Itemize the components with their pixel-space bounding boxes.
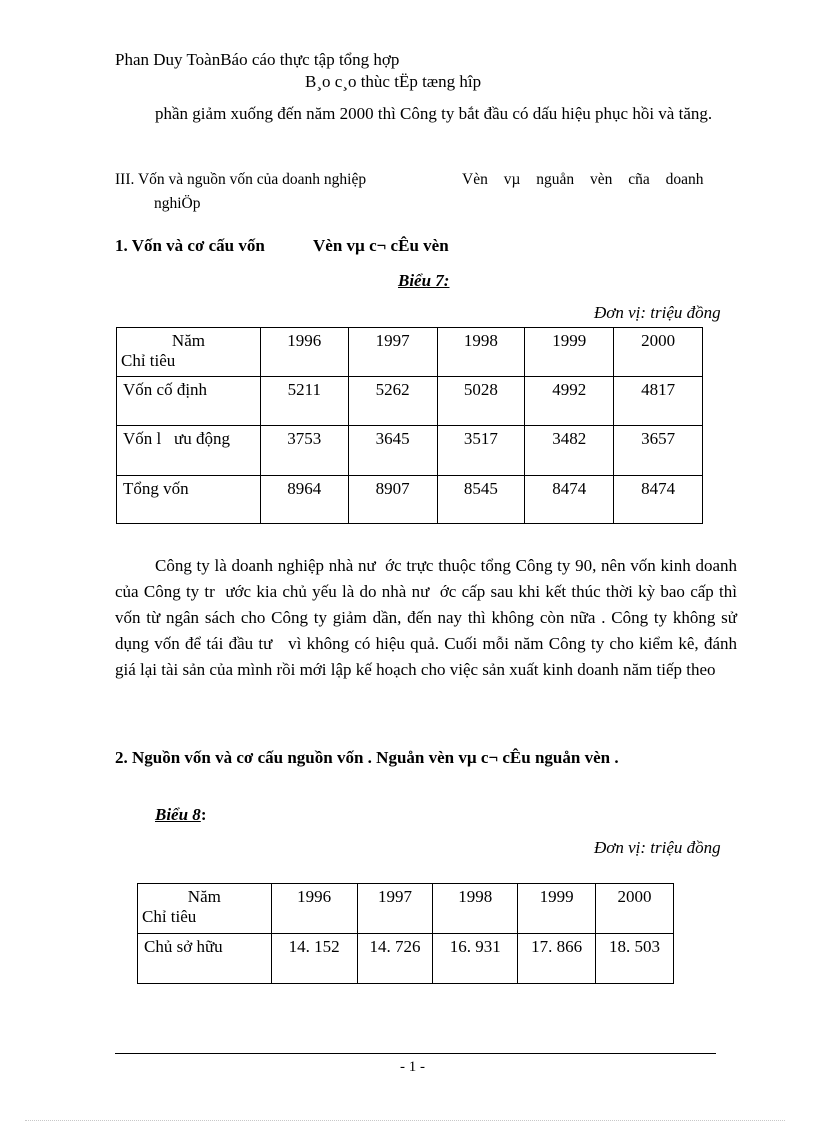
table-cell: 14. 726 (357, 934, 433, 984)
section-3-title: III. Vốn và nguồn vốn của doanh nghiệp (115, 171, 367, 188)
footer-divider (115, 1053, 716, 1054)
table-7-year: 1996 (260, 328, 348, 377)
section-1-title-legacy: Vèn vµ c¬ cÊu vèn (313, 236, 449, 255)
table-8-title-colon: : (200, 805, 207, 824)
table-cell: 3645 (348, 426, 437, 476)
table-7-year: 1998 (437, 328, 525, 377)
table-8 (137, 883, 674, 984)
table-header-year-label: Năm (171, 331, 205, 350)
table-cell: 3753 (260, 426, 348, 476)
header-author-title: Phan Duy ToànBáo cáo thực tập tổng hợp (115, 50, 400, 69)
table-8-header-cell (138, 884, 272, 934)
table-cell: 8964 (260, 476, 348, 524)
table-8-year: 1996 (271, 884, 357, 934)
section-2-title: 2. Nguồn vốn và cơ cấu nguồn vốn . Nguån vèn vµ c¬ cÊu nguån vèn . (115, 748, 619, 767)
table-7-title: Biểu 7: (398, 271, 450, 290)
table-cell: 4817 (614, 377, 703, 426)
table-row (117, 476, 703, 524)
table-7-year: 1999 (525, 328, 614, 377)
table-7-year: 1997 (348, 328, 437, 377)
table-cell: 3482 (525, 426, 614, 476)
row-label: Chủ sở hữu (138, 934, 272, 984)
table-header-year-label: Năm (187, 887, 221, 906)
table-row (138, 934, 674, 984)
page-bottom-border (25, 1120, 785, 1121)
table-8-year: 1998 (433, 884, 518, 934)
table-7-year: 2000 (614, 328, 703, 377)
header-title-legacy-encoding: B¸o c¸o thùc tËp tæng hîp (305, 72, 482, 91)
page-number: - 1 - (400, 1059, 425, 1075)
table-cell: 5028 (437, 377, 525, 426)
table-cell: 5262 (348, 377, 437, 426)
section-3-title-legacy: Vèn vµ nguån vèn cña doanh (462, 171, 704, 188)
row-label: Vốn cố định (117, 377, 261, 426)
table-header-criteria-label: Chỉ tiêu (142, 907, 197, 926)
table-8-year: 1997 (357, 884, 433, 934)
table-7-header-cell (117, 328, 261, 377)
table-8-header-row (138, 884, 674, 934)
table-cell: 16. 931 (433, 934, 518, 984)
table-row (117, 377, 703, 426)
table-cell: 8907 (348, 476, 437, 524)
body-paragraph: Công ty là doanh nghiệp nhà nư ớc trực thuộc tổng Công ty 90, nên vốn kinh doanh của Công ty tr ước kia chủ yếu là do nhà nư ớc cấp sau khi kết thúc thời kỳ bao cấp thì vốn từ ngân sách cho Công ty giảm dần, đến nay thì không còn nữa . Công ty không sử dụng vốn để tái đầu tư vì không có hiệu quả. Cuối mỗi năm Công ty cho kiểm kê, đánh giá lại tài sản của mình rồi mới lập kế hoạch cho việc sản xuất kinh doanh năm tiếp theo (115, 556, 742, 679)
intro-paragraph: phần giảm xuống đến năm 2000 thì Công ty bắt đầu có dấu hiệu phục hồi và tăng. (155, 104, 713, 123)
row-label: Tổng vốn (117, 476, 261, 524)
table-cell: 8474 (525, 476, 614, 524)
table-cell: 4992 (525, 377, 614, 426)
table-8-year: 2000 (596, 884, 674, 934)
table-7-unit: Đơn vị: triệu đồng (594, 303, 721, 322)
table-8-year: 1999 (518, 884, 596, 934)
table-cell: 8545 (437, 476, 525, 524)
table-header-criteria-label: Chỉ tiêu (121, 351, 176, 370)
table-8-unit: Đơn vị: triệu đồng (594, 838, 721, 857)
table-cell: 5211 (260, 377, 348, 426)
row-label: Vốn l ưu động (117, 426, 261, 476)
section-1-title: 1. Vốn và cơ cấu vốn (115, 236, 265, 255)
section-3-title-legacy-cont: nghiÖp (154, 195, 201, 212)
table-cell: 18. 503 (596, 934, 674, 984)
table-cell: 3517 (437, 426, 525, 476)
table-cell: 14. 152 (271, 934, 357, 984)
table-row (117, 426, 703, 476)
table-cell: 3657 (614, 426, 703, 476)
table-8-title-wrap (155, 805, 206, 825)
table-7 (116, 327, 703, 524)
table-cell: 17. 866 (518, 934, 596, 984)
table-cell: 8474 (614, 476, 703, 524)
table-8-title: Biểu 8 (155, 805, 201, 824)
table-7-header-row (117, 328, 703, 377)
